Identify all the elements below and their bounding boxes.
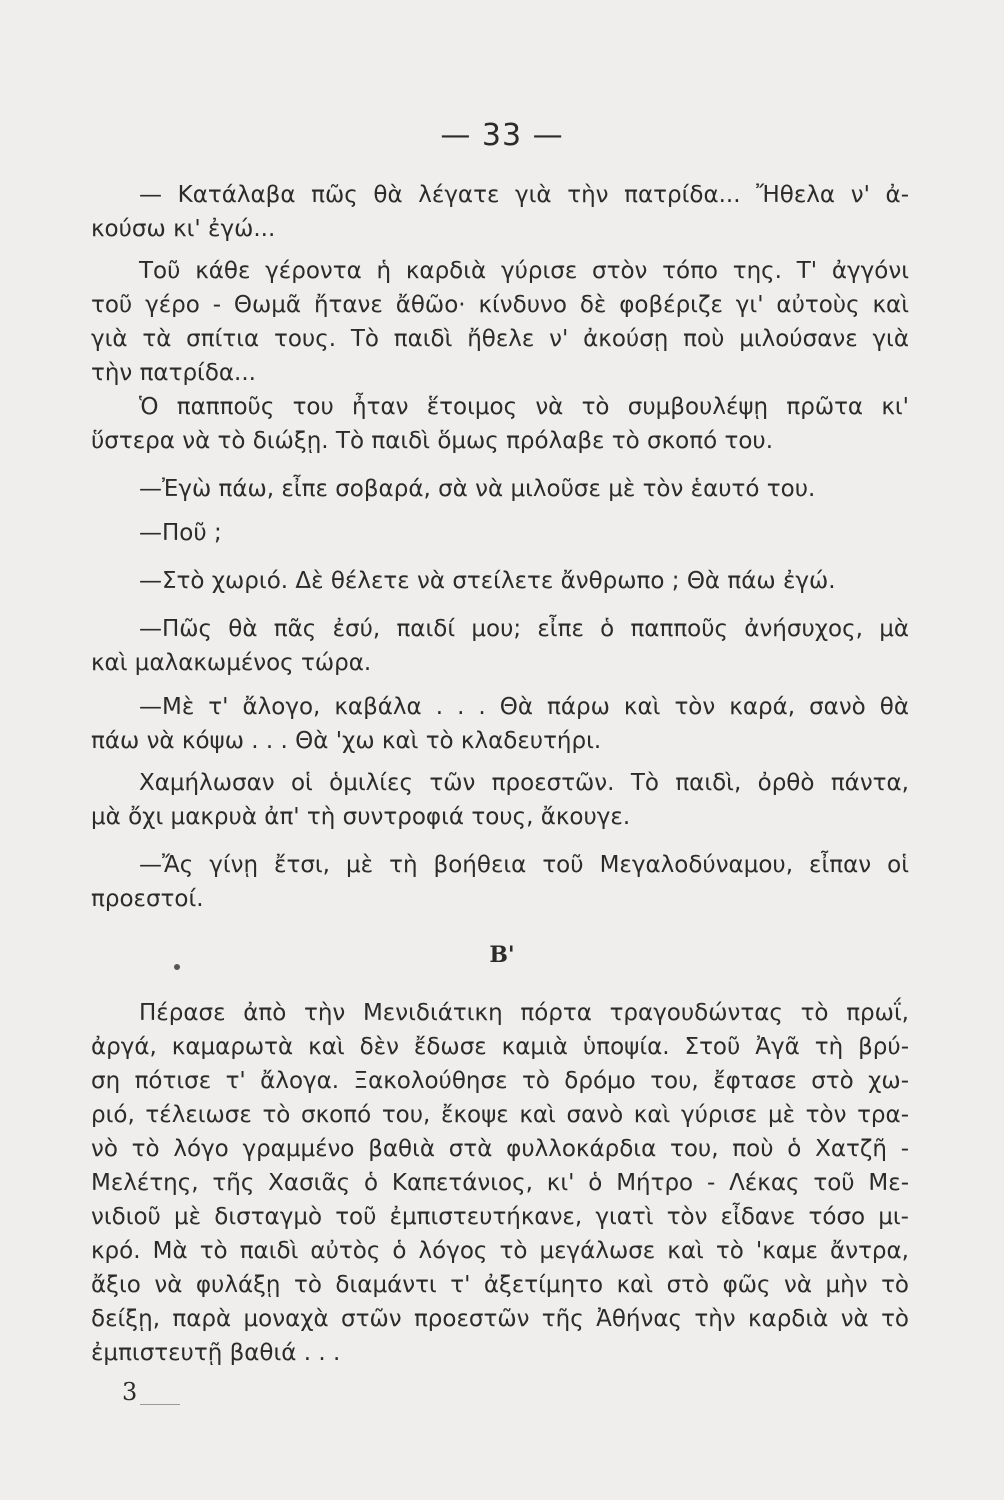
text-line: κρό. Μὰ τὸ παιδὶ αὐτὸς ὁ λόγος τὸ μεγάλωσε καὶ τὸ 'καμε ἄντρα, — [91, 1238, 909, 1264]
text-line: κούσω κι' ἐγώ... — [91, 216, 276, 242]
text-line: — Κατάλαβα πῶς θὰ λέγατε γιὰ τὴν πατρίδα... Ἤθελα ν' ἀ- — [139, 182, 909, 208]
text-line: Ὁ παπποῦς του ἦταν ἕτοιμος νὰ τὸ συμβουλέψῃ πρῶτα κι' — [139, 394, 909, 420]
text-line: ὕστερα νὰ τὸ διώξῃ. Τὸ παιδὶ ὅμως πρόλαβε τὸ σκοπό του. — [91, 428, 774, 454]
text-line: ἐμπιστευτῇ βαθιά . . . — [91, 1340, 341, 1366]
text-line: πάω νὰ κόψω . . . Θὰ 'χω καὶ τὸ κλαδευτήρι. — [91, 728, 602, 754]
text-line: ἄξιο νὰ φυλάξῃ τὸ διαμάντι τ' ἀξετίμητο καὶ στὸ φῶς νὰ μὴν τὸ — [91, 1272, 909, 1298]
text-line: —Ἐγὼ πάω, εἶπε σοβαρά, σὰ νὰ μιλοῦσε μὲ τὸν ἑαυτό του. — [139, 476, 816, 502]
paragraph — [91, 178, 909, 246]
paragraph — [91, 472, 909, 506]
text-line: —Στὸ χωριό. Δὲ θέλετε νὰ στείλετε ἄνθρωπο ; Θὰ πάω ἐγώ. — [139, 568, 836, 594]
text-line: ἀργά, καμαρωτὰ καὶ δὲν ἔδωσε καμιὰ ὑποψία. Στοῦ Ἀγᾶ τὴ βρύ- — [91, 1034, 909, 1060]
paragraph — [91, 690, 909, 758]
text-line: Πέρασε ἀπὸ τὴν Μενιδιάτικη πόρτα τραγουδώντας τὸ πρωΐ, — [139, 1000, 909, 1026]
text-line: καὶ μαλακωμένος τώρα. — [91, 650, 372, 676]
text-line: δείξῃ, παρὰ μοναχὰ στῶν προεστῶν τῆς Ἀθήνας τὴν καρδιὰ νὰ τὸ — [91, 1306, 909, 1332]
paragraph — [91, 612, 909, 680]
paragraph — [91, 390, 909, 458]
text-line: προεστοί. — [91, 886, 204, 912]
text-line: —Ἄς γίνῃ ἔτσι, μὲ τὴ βοήθεια τοῦ Μεγαλοδύναμου, εἶπαν οἱ — [139, 852, 909, 878]
text-line: —Πῶς θὰ πᾶς ἐσύ, παιδί μου; εἶπε ὁ παπποῦς ἀνήσυχος, μὰ — [139, 616, 909, 642]
text-line: τοῦ γέρο - Θωμᾶ ἤτανε ἄθῶο· κίνδυνο δὲ φοβέριζε γι' αὐτοὺς καὶ — [91, 292, 909, 318]
text-line: γιὰ τὰ σπίτια τους. Τὸ παιδὶ ἤθελε ν' ἀκούσῃ ποὺ μιλούσανε γιὰ — [91, 326, 909, 352]
paragraph — [91, 516, 909, 550]
text-line: —Μὲ τ' ἄλογο, καβάλα . . . Θὰ πάρω καὶ τὸν καρά, σανὸ θὰ — [139, 694, 909, 720]
text-line: τὴν πατρίδα... — [91, 360, 256, 386]
paragraph — [91, 996, 909, 1370]
paragraph — [91, 254, 909, 390]
page-number: — 33 — — [440, 118, 564, 153]
signature-mark: 3 — [122, 1378, 138, 1406]
section-heading: Β' — [489, 942, 515, 968]
text-line: νὸ τὸ λόγο γραμμένο βαθιὰ στὰ φυλλοκάρδια του, ποὺ ὁ Χατζῆ - — [91, 1136, 909, 1162]
text-line: μὰ ὄχι μακρυὰ ἀπ' τὴ συντροφιά τους, ἄκουγε. — [91, 804, 631, 830]
paragraph — [91, 848, 909, 916]
text-line: Τοῦ κάθε γέροντα ἡ καρδιὰ γύρισε στὸν τόπο της. Τ' ἀγγόνι — [139, 258, 909, 284]
text-line: ση πότισε τ' ἄλογα. Ξακολούθησε τὸ δρόμο του, ἔφτασε στὸ χω- — [91, 1068, 909, 1094]
paragraph — [91, 564, 909, 598]
paragraph — [91, 766, 909, 834]
footer-rule — [140, 1404, 180, 1405]
text-line: Μελέτης, τῆς Χασιᾶς ὁ Καπετάνιος, κι' ὁ Μήτρο - Λέκας τοῦ Με- — [91, 1170, 909, 1196]
text-line: —Ποῦ ; — [139, 520, 222, 546]
text-line: νιδιοῦ μὲ δισταγμὸ τοῦ ἐμπιστευτήκανε, γιατὶ τὸν εἶδανε τόσο μι- — [91, 1204, 909, 1230]
text-line: ριό, τέλειωσε τὸ σκοπό του, ἔκοψε καὶ σανὸ καὶ γύρισε μὲ τὸν τρα- — [91, 1102, 909, 1128]
text-line: Χαμήλωσαν οἱ ὁμιλίες τῶν προεστῶν. Τὸ παιδὶ, ὀρθὸ πάντα, — [139, 770, 909, 796]
